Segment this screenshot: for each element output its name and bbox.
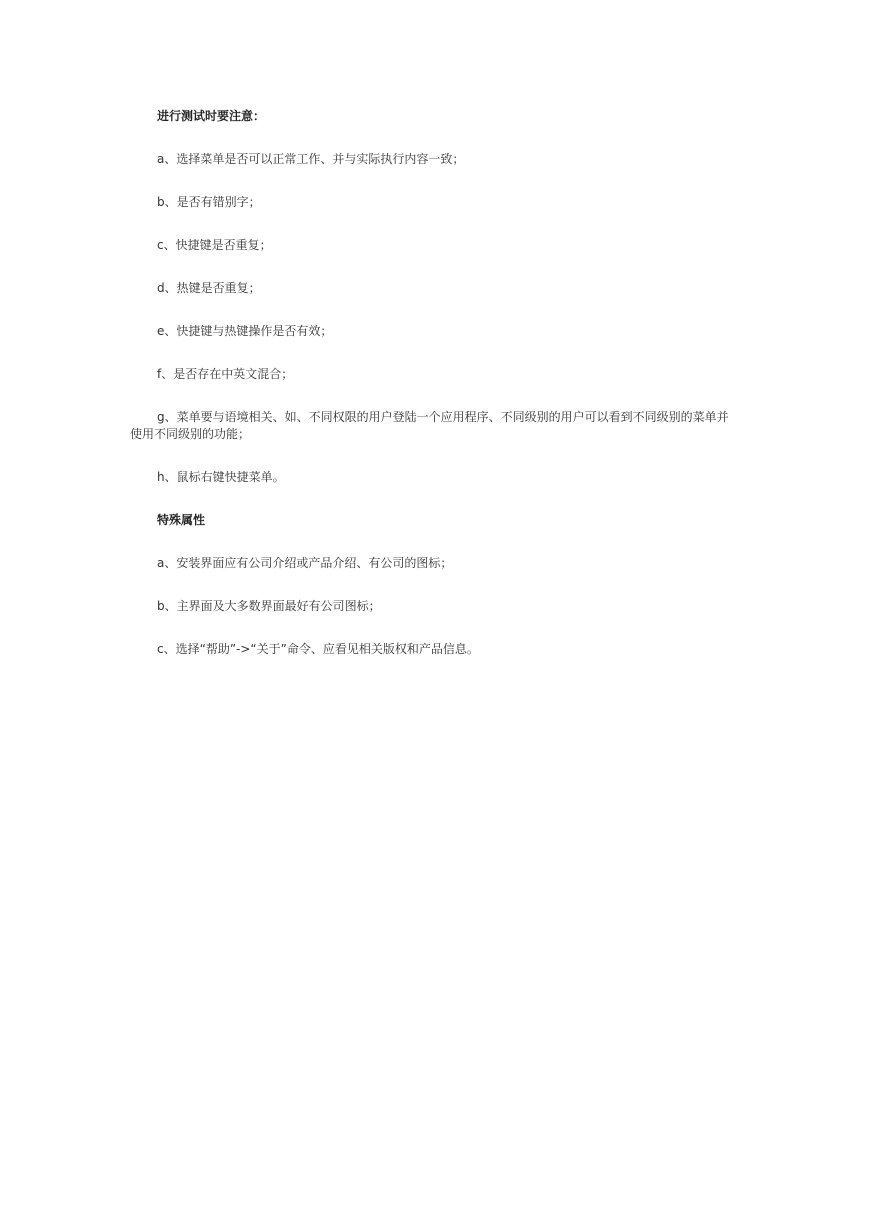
list-item-d: d、热键是否重复； [157,281,261,295]
document-content [130,108,740,684]
list-item-special-a: a、安装界面应有公司介绍或产品介绍、有公司的图标； [157,556,453,570]
section-heading-special-attributes: 特殊属性 [157,513,206,527]
section-heading-testing-notes: 进行测试时要注意： [157,109,266,123]
list-item-a: a、选择菜单是否可以正常工作、并与实际执行内容一致； [157,152,465,166]
list-item-h: h、鼠标右键快捷菜单。 [157,470,285,484]
list-item-g: g、菜单要与语境相关、如、不同权限的用户登陆一个应用程序、不同级别的用户可以看到不同级别的菜单并使用不同级别的功能； [130,410,729,441]
list-item-b: b、是否有错别字； [157,195,261,209]
list-item-special-b: b、主界面及大多数界面最好有公司图标； [157,599,381,613]
list-item-c: c、快捷键是否重复； [157,238,272,252]
list-item-f: f、是否存在中英文混合； [157,367,294,381]
list-item-e: e、快捷键与热键操作是否有效； [157,324,333,338]
list-item-special-c: c、选择“帮助”->“关于”命令、应看见相关版权和产品信息。 [157,642,479,656]
